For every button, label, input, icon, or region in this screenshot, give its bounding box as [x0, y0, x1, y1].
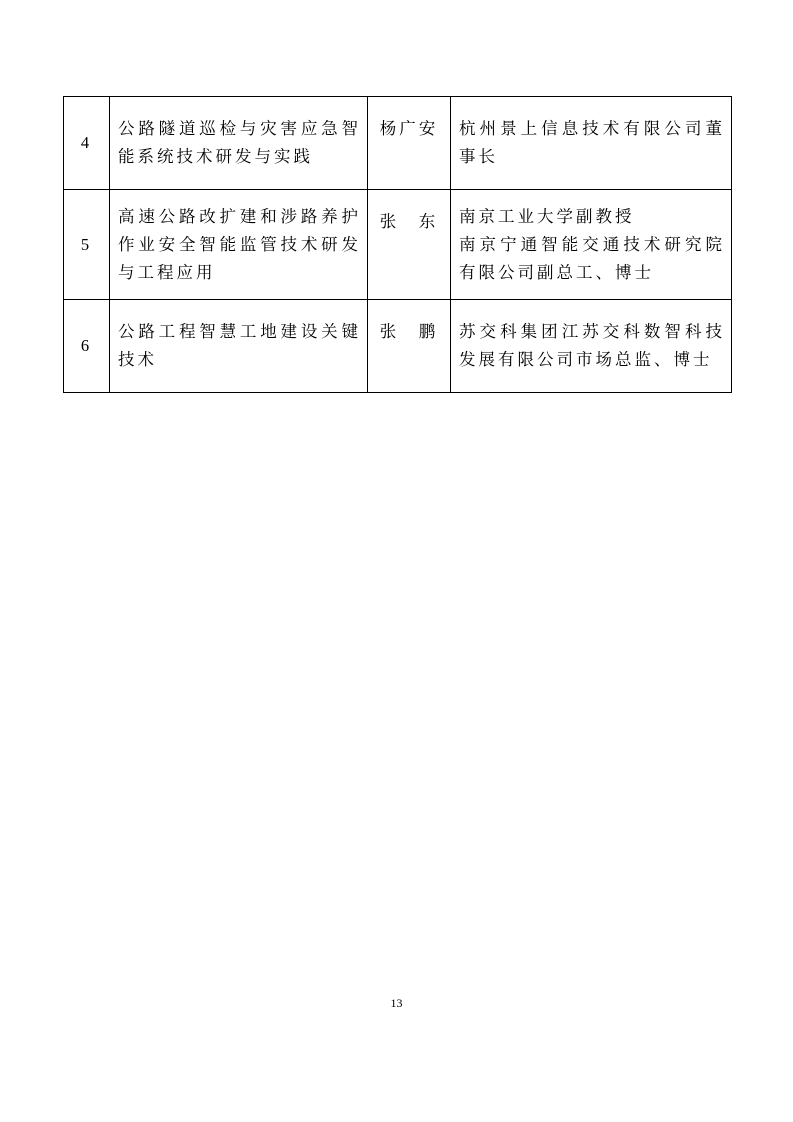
organization-line: 南京宁通智能交通技术研究院有限公司副总工、博士: [459, 234, 725, 282]
row-index: 4: [64, 97, 110, 190]
row-index: 5: [64, 190, 110, 300]
organization-line: 杭州景上信息技术有限公司董事长: [459, 119, 725, 166]
table-row: [64, 190, 732, 300]
organization-line: 南京工业大学副教授: [459, 206, 635, 226]
organization: [451, 97, 732, 190]
project-topic: 公路工程智慧工地建设关键技术: [110, 300, 368, 393]
project-topic: 高速公路改扩建和涉路养护作业安全智能监管技术研发与工程应用: [110, 190, 368, 300]
organization-line: 苏交科集团江苏交科数智科技发展有限公司市场总监、博士: [459, 322, 725, 369]
person-name: 张 东: [368, 190, 451, 300]
page-number: 13: [390, 996, 403, 1010]
row-index: 6: [64, 300, 110, 393]
organization: [451, 300, 732, 393]
project-topic: 公路隧道巡检与灾害应急智能系统技术研发与实践: [110, 97, 368, 190]
project-table: [63, 96, 732, 393]
table-row: [64, 300, 732, 393]
person-name: 杨广安: [368, 97, 451, 190]
person-name: 张 鹏: [368, 300, 451, 393]
table-row: [64, 97, 732, 190]
organization: [451, 190, 732, 300]
